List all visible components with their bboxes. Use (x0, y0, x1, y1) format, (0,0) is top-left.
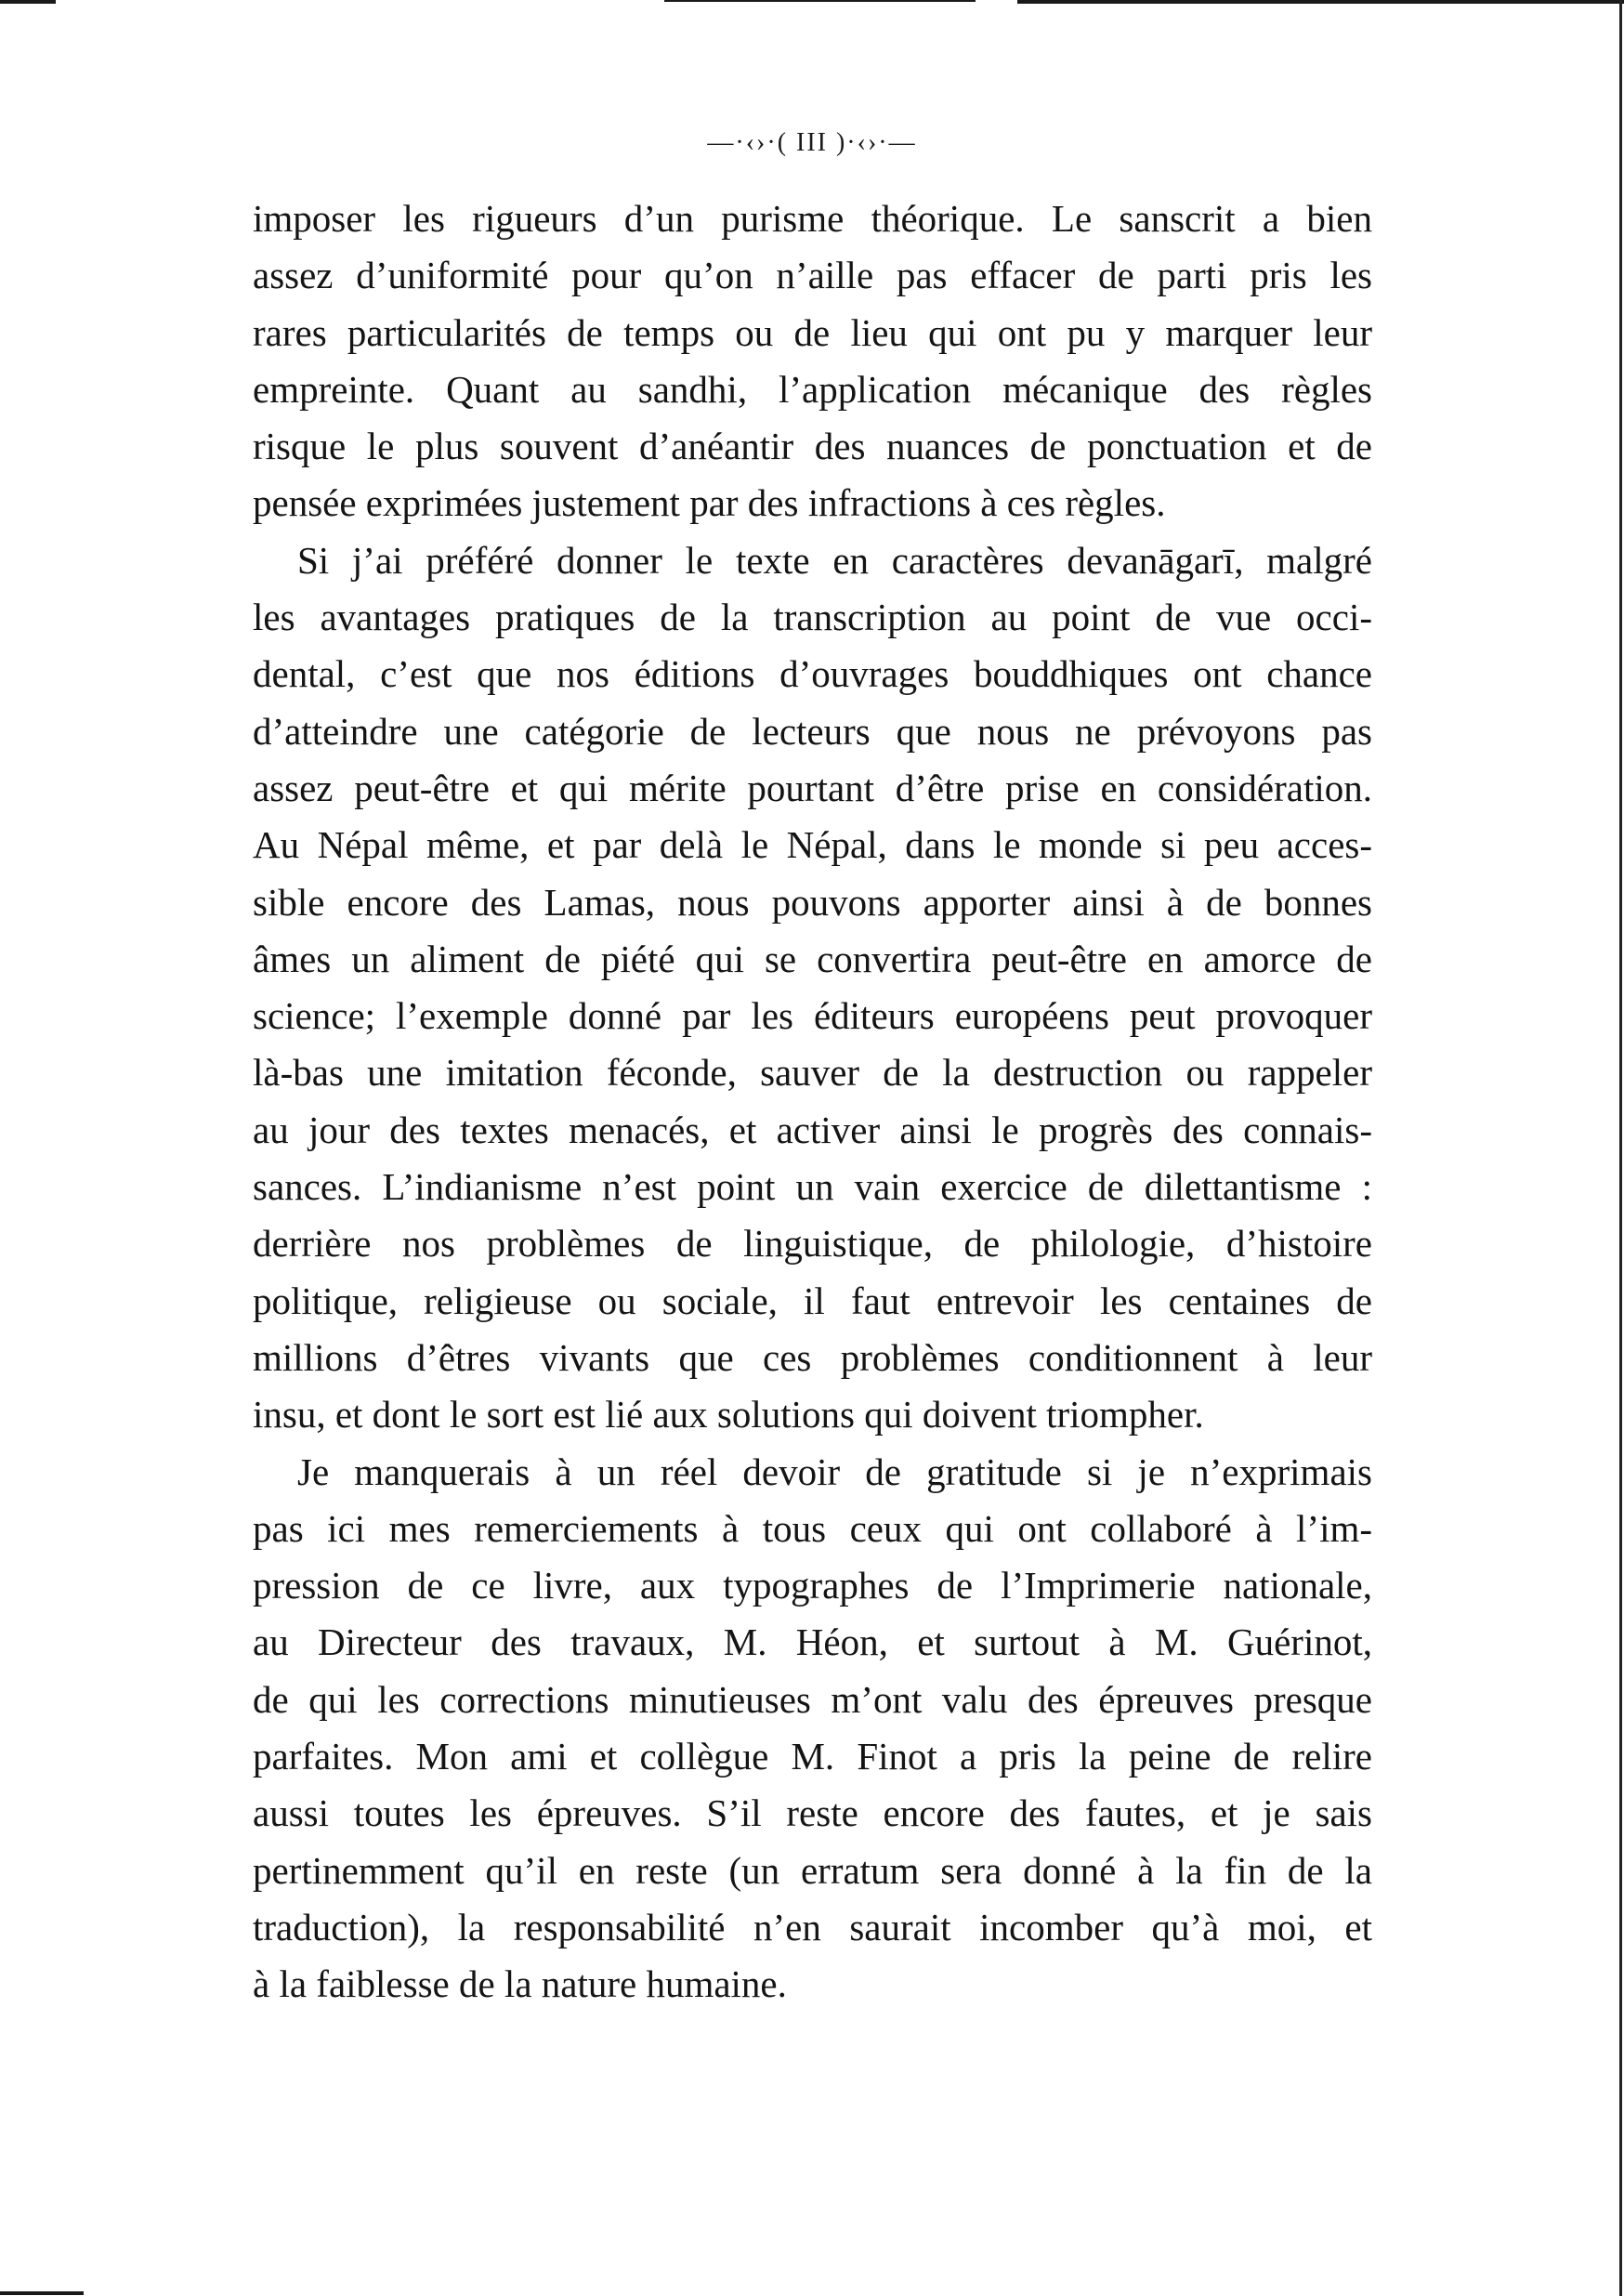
text-line: sances. L’indianisme n’est point un vain exercice de dilettantisme : (253, 1165, 1372, 1209)
body-text (253, 190, 1372, 2014)
text-line: âmes un aliment de piété qui se convertira peut-être en amorce de (253, 937, 1372, 980)
text-line: rares particularités de temps ou de lieu qui ont pu y marquer leur (253, 310, 1372, 354)
paragraph-3 (253, 1444, 1372, 2014)
text-line: derrière nos problèmes de linguistique, de philologie, d’histoire (253, 1222, 1372, 1266)
text-line: pertinemment qu’il en reste (un erratum sera donné à la fin de la (253, 1848, 1372, 1892)
text-line: Je manquerais à un réel devoir de gratitude si je n’exprimais (297, 1450, 1372, 1493)
text-line: pas ici mes remerciements à tous ceux qui ont collaboré à l’im- (253, 1506, 1372, 1550)
text-line: millions d’êtres vivants que ces problèmes conditionnent à leur (253, 1335, 1372, 1379)
text-line: science; l’exemple donné par les éditeurs européens peut provoquer (253, 994, 1372, 1038)
text-line: assez peut-être et qui mérite pourtant d’être prise en considération. (253, 766, 1372, 809)
text-line: Si j’ai préféré donner le texte en caractères devanāgarī, malgré (297, 538, 1372, 582)
top-right-rule (1017, 0, 1624, 4)
running-header: —·‹›·( III )·‹›·— (707, 128, 917, 157)
text-line: d’atteindre une catégorie de lecteurs que nous ne prévoyons pas (253, 709, 1372, 753)
text-line: traduction), la responsabilité n’en saurait incomber qu’à moi, et (253, 1905, 1372, 1948)
text-line: au Directeur des travaux, M. Héon, et surtout à M. Guérinot, (253, 1620, 1372, 1664)
paragraph-2 (253, 532, 1372, 1444)
text-line: pensée exprimées justement par des infractions à ces règles. (253, 481, 1166, 525)
text-line: parfaites. Mon ami et collègue M. Finot a pris la peine de relire (253, 1735, 1372, 1778)
top-center-rule (664, 0, 976, 2)
text-line: pression de ce livre, aux typographes de l’Imprimerie nationale, (253, 1564, 1372, 1607)
text-line: empreinte. Quant au sandhi, l’application mécanique des règles (253, 367, 1372, 411)
text-line: aussi toutes les épreuves. S’il reste encore des fautes, et je sais (253, 1791, 1372, 1835)
right-edge-rule (1619, 0, 1622, 2296)
text-line: risque le plus souvent d’anéantir des nuances de ponctuation et de (253, 425, 1372, 468)
top-left-rule (0, 0, 56, 4)
text-line: insu, et dont le sort est lié aux solutions qui doivent triompher. (253, 1393, 1204, 1437)
text-line: de qui les corrections minutieuses m’ont valu des épreuves presque (253, 1677, 1372, 1721)
text-line: là-bas une imitation féconde, sauver de la destruction ou rappeler (253, 1051, 1372, 1095)
text-line: à la faiblesse de la nature humaine. (253, 1962, 787, 2006)
text-line: les avantages pratiques de la transcription au point de vue occi- (253, 596, 1372, 639)
text-line: sible encore des Lamas, nous pouvons apporter ainsi à de bonnes (253, 880, 1372, 924)
text-line: Au Népal même, et par delà le Népal, dans le monde si peu acces- (253, 823, 1372, 867)
text-line: politique, religieuse ou sociale, il faut entrevoir les centaines de (253, 1279, 1372, 1322)
paragraph-1 (253, 190, 1372, 532)
text-line: dental, c’est que nos éditions d’ouvrages bouddhiques ont chance (253, 652, 1372, 696)
bottom-left-rule (0, 2291, 84, 2295)
text-line: au jour des textes menacés, et activer ainsi le progrès des connais- (253, 1108, 1372, 1151)
text-line: assez d’uniformité pour qu’on n’aille pas effacer de parti pris les (253, 254, 1372, 297)
text-line: imposer les rigueurs d’un purisme théorique. Le sanscrit a bien (253, 197, 1372, 240)
